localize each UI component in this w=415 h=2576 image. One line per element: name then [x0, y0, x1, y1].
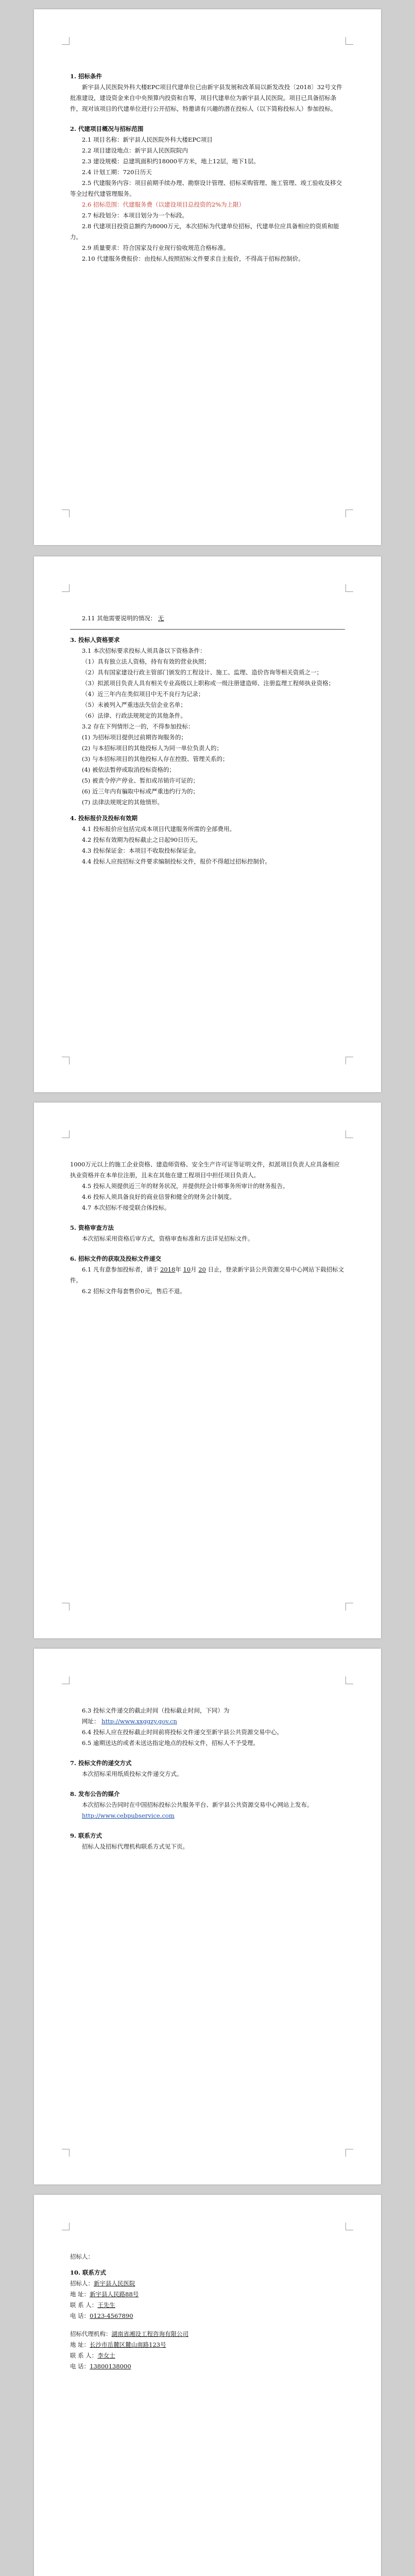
agent-phone-row [70, 2361, 345, 2372]
crop-mark [345, 1603, 353, 1611]
crop-mark [345, 1057, 353, 1064]
client-phone: 0123-4567890 [90, 2312, 133, 2319]
section-3-item: （2）具有国家建设行政主管部门颁发的工程设计、施工、监理、造价咨询等相关资质之一； [82, 669, 323, 676]
section-5-heading: 5. 资格审查方法 [70, 1224, 114, 1231]
section-6-body-2: 6.2 招标文件每套售价0元，售后不退。 [82, 1287, 186, 1295]
section-2-item: 2.9 质量要求：符合国家及行业现行验收规范合格标准。 [82, 244, 230, 251]
section-3-item: （5）未被列入严重违法失信企业名单； [82, 701, 186, 708]
client-contact: 王先生 [97, 2301, 115, 2309]
label: 地 址： [70, 2341, 90, 2348]
continued-text: 1000万元以上的施工企业资格、建造师资格、安全生产许可证等证明文件，拟派项目负责人应具备相应执业资格并在本单位注册，且未在其他在建工程项目中担任项目负责人。 [70, 1161, 340, 1179]
list-item: (3) 与本招标项目的其他投标人存在控股、管理关系的； [82, 755, 229, 762]
section-3-item: （3）拟派项目负责人具有相关专业高级以上职称或一级注册建造师、注册监理工程师执业资格； [82, 680, 335, 687]
agent-name: 湖南省湘设工程咨询有限公司 [111, 2330, 188, 2337]
crop-mark [345, 584, 353, 592]
deadline-text: 6.3 投标文件递交的截止时间（投标截止时间，下同）为 [82, 1707, 230, 1714]
item-2-11 [70, 613, 345, 624]
agent-contact: 李女士 [97, 2352, 115, 2359]
section-2-item: 2.8 代建项目投资总额约为8000万元，本次招标为代建单位招标，代建单位应具备相应的资质和能力。 [70, 223, 339, 241]
section-7-heading: 7. 投标文件的递交方式 [70, 1759, 132, 1767]
text: 日止，登录新宇县公共资源交易中心网站下载招标文件。 [70, 1266, 344, 1284]
agent-row [70, 2329, 345, 2340]
crop-mark [62, 510, 70, 517]
section-4-item: 4.2 投标有效期为投标截止之日起90日历天。 [82, 836, 202, 843]
crop-mark [345, 2149, 353, 2157]
list-item: (1) 为招标项目提供过前期咨询服务的； [82, 734, 187, 741]
item: 6.5 逾期送达的或者未送达指定地点的投标文件，招标人不予受理。 [82, 1739, 259, 1747]
crop-mark [62, 37, 70, 45]
item-2-11-label: 2.11 其他需要说明的情况： [82, 615, 157, 622]
crop-mark [62, 1130, 70, 1138]
agent-phone: 13800138000 [90, 2363, 131, 2370]
text: 6.1 凡有意参加投标者，请于 [82, 1266, 159, 1273]
addr-row [70, 2289, 345, 2300]
label: 地 址： [70, 2291, 90, 2298]
crop-mark [62, 1057, 70, 1064]
section-2-item: 2.7 标段划分：本项目划分为一个标段。 [82, 212, 188, 219]
crop-mark [62, 1676, 70, 1684]
label: 电 话： [70, 2312, 90, 2319]
phone-row [70, 2311, 345, 2321]
section-4-item: 4.1 投标报价应包括完成本项目代建服务所需的全部费用。 [82, 825, 235, 833]
section-2-item: 2.4 计划工期：720日历天 [82, 168, 152, 176]
date-day: 20 [198, 1266, 206, 1273]
section-9-body: 招标人及招标代理机构联系方式见下页。 [82, 1843, 188, 1850]
section-5-body: 本次招标采用资格后审方式，资格审查标准和方法详见招标文件。 [82, 1235, 254, 1242]
label: 招标人： [70, 2280, 94, 2287]
crop-mark [345, 1676, 353, 1684]
section-3-list-heading: 3.2 存在下列情形之一的，不得参加投标： [82, 723, 194, 730]
section-3-item: （6）法律、行政法规规定的其他条件。 [82, 712, 186, 719]
section-2-item: 2.1 项目名称：新宇县人民医院外科大楼EPC项目 [82, 136, 213, 143]
crop-mark [345, 510, 353, 517]
section-2-item: 2.5 代建服务内容：项目前期手续办理、勘察设计管理、招标采购管理、施工管理、竣工验收及移交等全过程代建管理服务。 [70, 179, 342, 197]
section-3-item: （4）近三年内在类似项目中无不良行为记录； [82, 690, 204, 698]
label-top: 招标人： [70, 2253, 94, 2260]
client-address: 新宇县人民路88号 [90, 2291, 139, 2298]
section-2-item: 2.6 招标范围：代建服务费（以建设项目总投资的2%为上限） [82, 201, 245, 208]
item-2-11-value: 无 [158, 615, 164, 622]
label: 联 系 人： [70, 2301, 98, 2309]
date-month: 10 [183, 1266, 191, 1273]
section-8-body: 本次招标公告同时在中国招标投标公共服务平台、新宇县公共资源交易中心网站上发布。 [82, 1801, 313, 1808]
crop-mark [345, 2223, 353, 2230]
item: 4.6 投标人须具备良好的商业信誉和健全的财务会计制度。 [82, 1193, 235, 1200]
crop-mark [62, 1603, 70, 1611]
date-year: 2018 [160, 1266, 176, 1273]
crop-mark [62, 584, 70, 592]
section-6-heading: 6. 招标文件的获取及投标文件递交 [70, 1255, 162, 1262]
item: 4.5 投标人须提供近三年的财务状况，并提供经会计师事务所审计的财务报告。 [82, 1182, 289, 1190]
list-item: (5) 被责令停产停业、暂扣或吊销许可证的； [82, 777, 199, 784]
document-page-2 [34, 556, 381, 1092]
crop-mark [345, 1130, 353, 1138]
section-3-item: （1）具有独立法人资格，持有有效的营业执照； [82, 658, 210, 665]
item: 6.4 投标人应在投标截止时间前将投标文件递交至新宇县公共资源交易中心。 [82, 1728, 283, 1736]
website-link[interactable]: http://www.xxggzy.gov.cn [101, 1718, 177, 1725]
divider [70, 629, 345, 630]
agent-address: 长沙市岳麓区麓山南路123号 [90, 2341, 166, 2348]
list-item: (4) 被依法暂停或取消投标资格的； [82, 766, 175, 773]
section-2-item: 2.2 项目建设地点：新宇县人民医院院内 [82, 147, 188, 154]
list-item: (6) 近三年内有骗取中标或严重违约行为的； [82, 788, 199, 795]
document-page-5 [34, 2195, 381, 2576]
label: 招标代理机构： [70, 2330, 112, 2337]
section-10-heading: 10. 联系方式 [70, 2269, 107, 2276]
section-9-heading: 9. 联系方式 [70, 1832, 102, 1839]
section-1-body: 新宇县人民医院外科大楼EPC项目代建单位已由新宇县发展和改革局以新发改投〔2018〕32号文件批准建设，建设资金来自中央预算内投资和自筹，项目代建单位为新宇县人民医院。项目已具备招标条件，现对该项目的代建单位进行公开招标，特邀请有兴趣的潜在投标人（以下简称投标人）参加投标。 [70, 83, 342, 112]
section-2-item: 2.3 建设规模：总建筑面积约18000平方米，地上12层，地下1层。 [82, 158, 260, 165]
section-1-heading: 1. 招标条件 [70, 73, 102, 80]
document-page-4 [34, 1649, 381, 2184]
website-label: 网址： [82, 1718, 100, 1725]
section-4-item: 4.3 投标保证金：本项目不收取投标保证金。 [82, 847, 200, 854]
section-4-item: 4.4 投标人应按招标文件要求编制投标文件，报价不得超过招标控制价。 [82, 858, 271, 865]
section-3-item: 3.1 本次招标要求投标人须具备以下资格条件： [82, 647, 206, 654]
crop-mark [62, 2149, 70, 2157]
label: 电 话： [70, 2363, 90, 2370]
list-item: (7) 法律法规规定的其他情形。 [82, 799, 163, 806]
section-4-heading: 4. 投标报价及投标有效期 [70, 815, 138, 822]
document-page-1 [34, 9, 381, 545]
contact-row [70, 2300, 345, 2311]
website-line [70, 1716, 345, 1727]
agent-contact-row [70, 2350, 345, 2361]
label: 联 系 人： [70, 2352, 98, 2359]
section-8-heading: 8. 发布公告的媒介 [70, 1790, 120, 1798]
crop-mark [62, 2223, 70, 2230]
client-row [70, 2278, 345, 2289]
client-name: 新宇县人民医院 [94, 2280, 135, 2287]
crop-mark [345, 37, 353, 45]
item: 4.7 本次招标不接受联合体投标。 [82, 1204, 170, 1211]
website-line [70, 1810, 345, 1821]
website-link[interactable]: http://www.cebpubservice.com [82, 1812, 175, 1819]
section-3-heading: 3. 投标人资格要求 [70, 636, 120, 643]
section-6-body: 6.1 凡有意参加投标者，请于 2018年 10月 20 日止，登录新宇县公共资源交易中心网站下载招标文件。 [70, 1266, 344, 1284]
document-page-3 [34, 1103, 381, 1638]
list-item: (2) 与本招标项目的其他投标人为同一单位负责人的； [82, 744, 222, 752]
section-2-heading: 2. 代建项目概况与招标范围 [70, 125, 144, 132]
section-7-body: 本次招标采用纸质投标文件递交方式。 [82, 1770, 183, 1777]
agent-addr-row [70, 2340, 345, 2350]
section-2-item: 2.10 代建服务费报价：由投标人按照招标文件要求自主报价，不得高于招标控制价。 [82, 255, 304, 262]
